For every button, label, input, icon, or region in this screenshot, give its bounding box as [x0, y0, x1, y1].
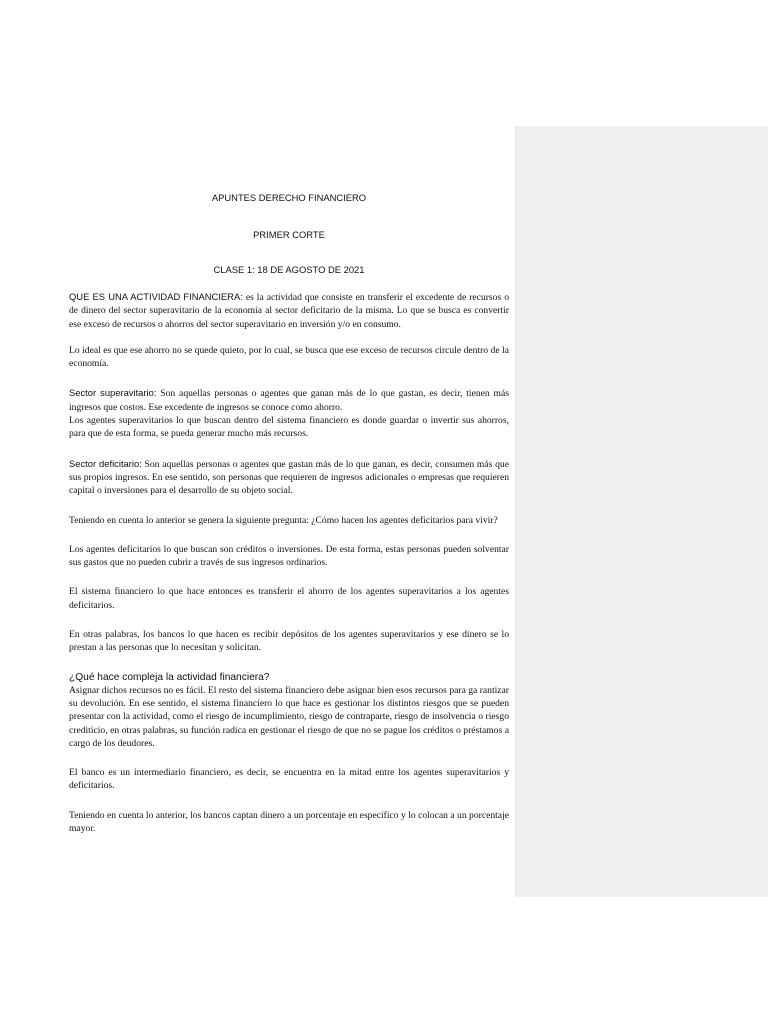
document-subtitle: PRIMER CORTE: [253, 229, 325, 240]
term-deficitario: Sector deficitario:: [69, 457, 142, 469]
paragraph-bancos: En otras palabras, los bancos lo que hacen es recibir depósitos de los agentes superavitarios y ese dinero se lo prestan a las personas que lo necesitan y solicitan.: [69, 629, 509, 654]
paragraph-sistema-financiero: El sistema financiero lo que hace entonces es transferir el ahorro de los agentes superavitarios a los agentes deficitarios.: [69, 586, 509, 611]
paragraph-superavitario: [69, 386, 509, 414]
paragraph-ahorro: Lo ideal es que ese ahorro no se quede quieto, por lo cual, se busca que ese exceso de recursos circule dentro de la economía.: [69, 344, 509, 370]
paragraph-text: Son aquellas personas o agentes que ganan más de lo que gastan, es decir, tienen más ingresos que costos. Ese excedente de ingresos se conoce como ahorro.: [69, 388, 510, 413]
paragraph-riesgos: Asignar dichos recursos no es fácil. El resto del sistema financiero debe asignar bien esos recursos para ga rantizar su devolución. En ese sentido, el sistema financiero lo que hace es gestionar los distintos riesgos que se pueden presentar con la actividad, como el riesgo de incumplimiento, riesgo de contraparte, riesgo de insolvencia o riesgo crediticio, en otras palabras, su función radica en gestionar el riesgo de que no se pague los créditos o préstamos a cargo de los deudores.: [69, 684, 509, 749]
class-heading: CLASE 1: 18 DE AGOSTO DE 2021: [213, 264, 365, 275]
paragraph-text: Son aquellas personas o agentes que gastan más de lo que ganan, es decir, consumen más que sus propios ingresos. En ese sentido, son personas que requieren de ingresos adicionales o empresas que requieren capital o inversiones para el desarrollo de su objeto social.: [69, 458, 509, 497]
paragraph-deficitario: [69, 457, 509, 498]
paragraph-captan-dinero: Teniendo en cuenta lo anterior, los bancos captan dinero a un porcentaje en específico y lo colocan a un porcentaje mayor.: [69, 809, 509, 835]
question-heading: ¿Qué hace compleja la actividad financiera?: [69, 671, 270, 683]
comment-pane: [515, 126, 768, 897]
paragraph-actividad-financiera: [69, 290, 509, 331]
document-body: [69, 191, 509, 835]
paragraph-superavitario-2: Los agentes superavitarios lo que buscan dentro del sistema financiero es donde guardar o invertir sus ahorros, para que de esta forma, se pueda generar mucho más recursos.: [69, 415, 509, 440]
paragraph-intermediario: El banco es un intermediario financiero, es decir, se encuentra en la mitad entre los agentes superavitarios y deficitarios.: [69, 767, 509, 792]
document-title: APUNTES DERECHO FINANCIERO: [211, 192, 367, 203]
paragraph-text: es la actividad que consiste en transferir el excedente de recursos o de dinero del sector superavitario de la economía al sector deficitario de la misma. Lo que se busca es convertir ese exceso de recursos o ahorros del sector superavitario en inversión y/o en consumo.: [69, 292, 509, 330]
term-actividad-financiera: QUE ES UNA ACTIVIDAD FINANCIERA:: [69, 291, 243, 302]
paragraph-pregunta: Teniendo en cuenta lo anterior se genera la siguiente pregunta: ¿Cómo hacen los agentes deficitarios para vivir?: [69, 514, 498, 526]
term-superavitario: Sector superavitario:: [69, 387, 157, 399]
paragraph-creditos: Los agentes deficitarios lo que buscan son créditos o inversiones. De esta forma, estas personas pueden solventar sus gastos que no pueden cubrir a través de sus ingresos ordinarios.: [69, 543, 509, 569]
